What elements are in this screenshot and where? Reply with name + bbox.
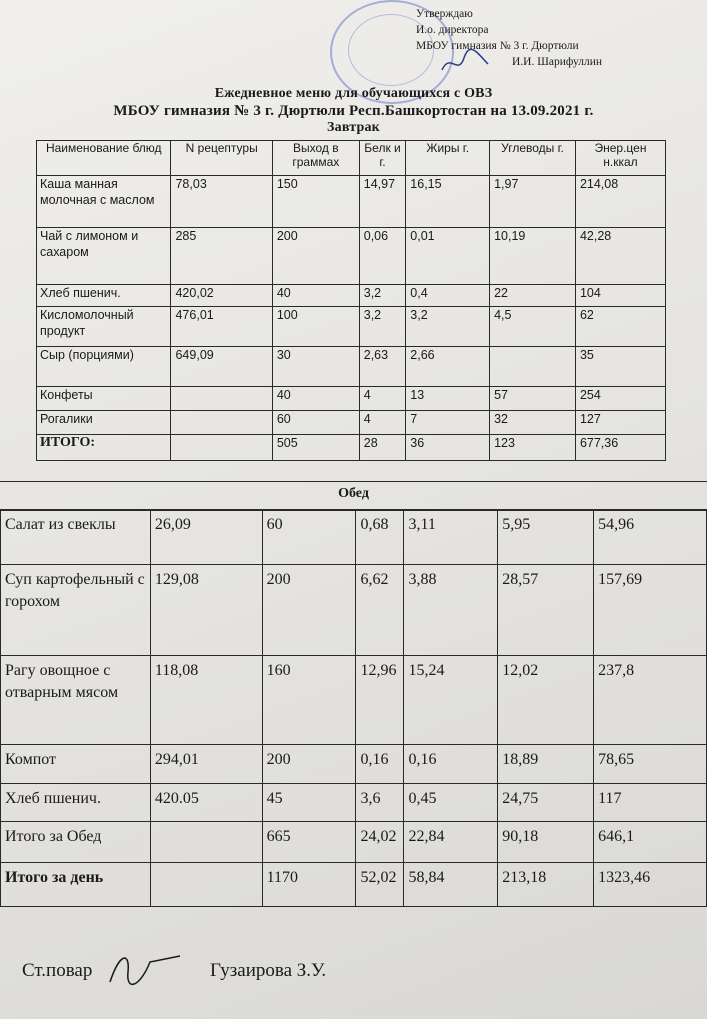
- cell-recipe: 129,08: [150, 565, 262, 656]
- cell-dish: Хлеб пшенич.: [37, 285, 171, 307]
- cell-recipe: [171, 411, 272, 435]
- approval-line-2: И.о. директора: [416, 24, 489, 36]
- cell-protein: 3,2: [359, 307, 406, 347]
- cell-carbs: 28,57: [498, 565, 594, 656]
- cell-energy: 237,8: [594, 656, 707, 745]
- cell-fat: 22,84: [404, 822, 498, 863]
- cell-dish: Кисломолочный продукт: [37, 307, 171, 347]
- cell-fat: 13: [406, 387, 490, 411]
- cell-recipe: [171, 435, 272, 461]
- cell-protein: 2,63: [359, 347, 406, 387]
- cell-dish: Чай с лимоном и сахаром: [37, 228, 171, 285]
- day-total-row: [1, 863, 707, 907]
- cell-carbs: 5,95: [498, 510, 594, 565]
- cell-dish: Каша манная молочная с маслом: [37, 176, 171, 228]
- cell-weight: 45: [262, 784, 356, 822]
- cell-weight: 150: [272, 176, 359, 228]
- cell-protein: 0,16: [356, 745, 404, 784]
- cell-energy: 117: [594, 784, 707, 822]
- cell-energy: 104: [575, 285, 665, 307]
- cell-recipe: 420.05: [150, 784, 262, 822]
- cell-carbs: 213,18: [498, 863, 594, 907]
- table-row: [1, 656, 707, 745]
- header-dish: Наименование блюд: [37, 141, 171, 176]
- cell-recipe: 649,09: [171, 347, 272, 387]
- header-energy: Энер.цен н.ккал: [575, 141, 665, 176]
- breakfast-total-row: [37, 435, 666, 461]
- cell-carbs: 12,02: [498, 656, 594, 745]
- cell-fat: 15,24: [404, 656, 498, 745]
- cell-dish: Компот: [1, 745, 151, 784]
- header-weight: Выход в граммах: [272, 141, 359, 176]
- cell-carbs: 1,97: [490, 176, 576, 228]
- cell-fat: 7: [406, 411, 490, 435]
- table-row: [37, 176, 666, 228]
- table-row: [37, 411, 666, 435]
- lunch-table: [0, 509, 707, 907]
- cell-fat: 2,66: [406, 347, 490, 387]
- cell-energy: 62: [575, 307, 665, 347]
- cell-carbs: 90,18: [498, 822, 594, 863]
- menu-title: Ежедневное меню для обучающихся с ОВЗ: [214, 86, 493, 101]
- cell-energy: 646,1: [594, 822, 707, 863]
- cook-signature: [100, 942, 190, 992]
- header-fat: Жиры г.: [406, 141, 490, 176]
- cell-energy: 54,96: [594, 510, 707, 565]
- section-breakfast-label: Завтрак: [327, 120, 380, 135]
- header-carbs: Углеводы г.: [490, 141, 576, 176]
- cell-energy: 677,36: [575, 435, 665, 461]
- cell-carbs: 18,89: [498, 745, 594, 784]
- cell-dish: Рогалики: [37, 411, 171, 435]
- approval-line-3: МБОУ гимназия № 3 г. Дюртюли: [416, 40, 579, 52]
- cell-fat: 16,15: [406, 176, 490, 228]
- cell-protein: 52,02: [356, 863, 404, 907]
- table-row: [37, 285, 666, 307]
- cell-carbs: 10,19: [490, 228, 576, 285]
- cell-dish: Хлеб пшенич.: [1, 784, 151, 822]
- cell-energy: 127: [575, 411, 665, 435]
- cell-weight: 665: [262, 822, 356, 863]
- cook-role-label: Ст.повар: [22, 960, 93, 981]
- cell-weight: 200: [262, 745, 356, 784]
- cell-weight: 30: [272, 347, 359, 387]
- cell-recipe: [150, 863, 262, 907]
- table-header-row: [37, 141, 666, 176]
- header-protein: Белк и г.: [359, 141, 406, 176]
- cell-dish: Конфеты: [37, 387, 171, 411]
- cell-fat: 3,88: [404, 565, 498, 656]
- cell-energy: 42,28: [575, 228, 665, 285]
- cell-fat: 58,84: [404, 863, 498, 907]
- cell-weight: 40: [272, 285, 359, 307]
- cell-protein: 24,02: [356, 822, 404, 863]
- cell-weight: 60: [262, 510, 356, 565]
- cell-recipe: 476,01: [171, 307, 272, 347]
- cell-dish: Сыр (порциями): [37, 347, 171, 387]
- cell-protein: 28: [359, 435, 406, 461]
- cell-fat: 0,4: [406, 285, 490, 307]
- table-row: [37, 228, 666, 285]
- cell-carbs: [490, 347, 576, 387]
- cell-protein: 12,96: [356, 656, 404, 745]
- cook-name: Гузаирова З.У.: [210, 960, 327, 981]
- header-recipe: N рецептуры: [171, 141, 272, 176]
- cell-dish: Суп картофельный с горохом: [1, 565, 151, 656]
- cell-recipe: [150, 822, 262, 863]
- approval-line-1: Утверждаю: [416, 8, 473, 20]
- cell-fat: 0,01: [406, 228, 490, 285]
- cell-protein: 3,2: [359, 285, 406, 307]
- cell-energy: 35: [575, 347, 665, 387]
- cell-weight: 1170: [262, 863, 356, 907]
- cell-total-label: ИТОГО:: [37, 435, 171, 461]
- cell-recipe: [171, 387, 272, 411]
- cell-recipe: 118,08: [150, 656, 262, 745]
- breakfast-table: [36, 140, 666, 461]
- cell-recipe: 26,09: [150, 510, 262, 565]
- section-lunch-label: Обед: [338, 486, 369, 501]
- cell-carbs: 24,75: [498, 784, 594, 822]
- table-row: [37, 387, 666, 411]
- menu-subtitle: МБОУ гимназия № 3 г. Дюртюли Респ.Башкортостан на 13.09.2021 г.: [113, 103, 594, 119]
- cell-fat: 0,16: [404, 745, 498, 784]
- cell-weight: 160: [262, 656, 356, 745]
- cell-protein: 14,97: [359, 176, 406, 228]
- cell-recipe: 420,02: [171, 285, 272, 307]
- cell-weight: 100: [272, 307, 359, 347]
- cell-energy: 157,69: [594, 565, 707, 656]
- cell-fat: 36: [406, 435, 490, 461]
- cell-total-label: Итого за день: [1, 863, 151, 907]
- cell-fat: 0,45: [404, 784, 498, 822]
- table-row: [37, 347, 666, 387]
- table-row: [1, 565, 707, 656]
- cell-weight: 60: [272, 411, 359, 435]
- table-row: [37, 307, 666, 347]
- cell-recipe: 294,01: [150, 745, 262, 784]
- cell-energy: 254: [575, 387, 665, 411]
- cell-weight: 40: [272, 387, 359, 411]
- cell-recipe: 78,03: [171, 176, 272, 228]
- cell-carbs: 57: [490, 387, 576, 411]
- cell-dish: Салат из свеклы: [1, 510, 151, 565]
- cell-protein: 3,6: [356, 784, 404, 822]
- table-row: [1, 510, 707, 565]
- approval-block: [416, 6, 696, 70]
- cell-weight: 200: [272, 228, 359, 285]
- cell-fat: 3,2: [406, 307, 490, 347]
- cell-carbs: 22: [490, 285, 576, 307]
- cell-energy: 78,65: [594, 745, 707, 784]
- cell-carbs: 32: [490, 411, 576, 435]
- cell-protein: 4: [359, 387, 406, 411]
- cell-fat: 3,11: [404, 510, 498, 565]
- lunch-total-row: [1, 822, 707, 863]
- cell-protein: 6,62: [356, 565, 404, 656]
- cell-total-label: Итого за Обед: [1, 822, 151, 863]
- approval-line-4: И.И. Шарифуллин: [512, 56, 603, 68]
- cell-carbs: 4,5: [490, 307, 576, 347]
- table-row: [1, 784, 707, 822]
- cell-carbs: 123: [490, 435, 576, 461]
- cell-weight: 200: [262, 565, 356, 656]
- cell-protein: 4: [359, 411, 406, 435]
- cell-recipe: 285: [171, 228, 272, 285]
- cell-protein: 0,68: [356, 510, 404, 565]
- cell-protein: 0,06: [359, 228, 406, 285]
- cell-energy: 214,08: [575, 176, 665, 228]
- cell-weight: 505: [272, 435, 359, 461]
- cell-energy: 1323,46: [594, 863, 707, 907]
- table-row: [1, 745, 707, 784]
- cell-dish: Рагу овощное с отварным мясом: [1, 656, 151, 745]
